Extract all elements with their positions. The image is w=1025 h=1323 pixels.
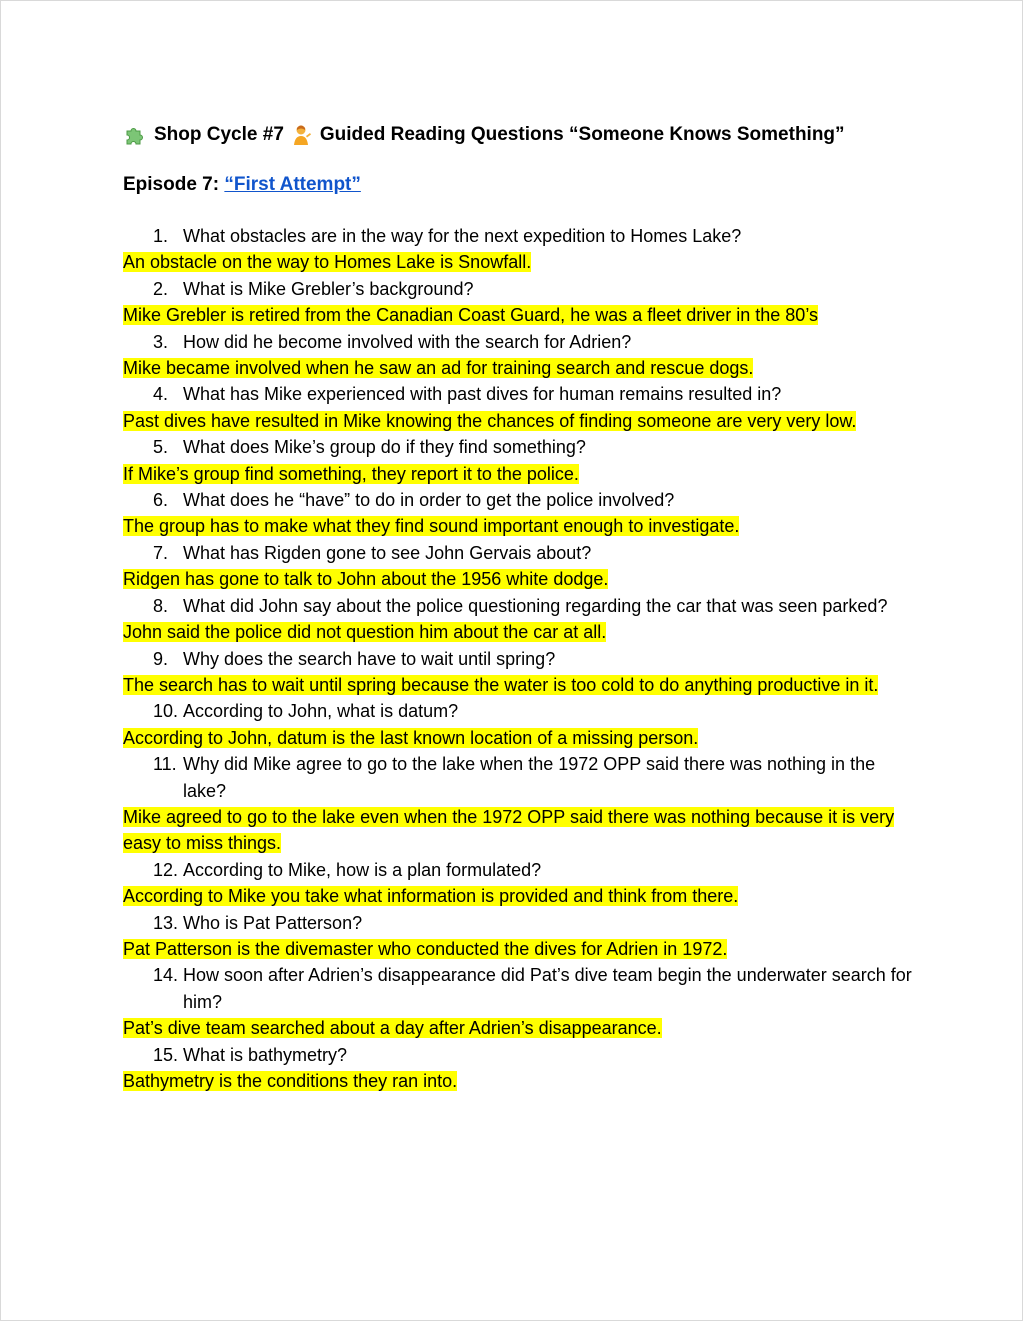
episode-link[interactable]: “First Attempt” (224, 174, 361, 195)
question-item (123, 276, 923, 302)
question-number: 14. (153, 965, 179, 986)
answer-item (123, 355, 923, 381)
answer-item (123, 1068, 923, 1094)
question-item (123, 434, 923, 460)
question-item (123, 1042, 923, 1068)
answer-highlighted-text: Mike became involved when he saw an ad for training search and rescue dogs. (123, 358, 754, 379)
question-text: Why does the search have to wait until spring? (183, 648, 556, 669)
answer-item (123, 804, 923, 857)
answer-item (123, 1015, 923, 1041)
question-number: 7. (153, 542, 169, 563)
answer-item (123, 461, 923, 487)
question-number: 15. (153, 1044, 179, 1065)
answer-highlighted-text: The group has to make what they find sound important enough to investigate. (123, 516, 740, 537)
question-number: 8. (153, 595, 169, 616)
question-item (123, 857, 923, 883)
question-text: How soon after Adrien’s disappearance did Pat’s dive team begin the underwater search for him? (183, 965, 912, 1012)
question-text: According to John, what is datum? (183, 701, 459, 722)
question-text: Why did Mike agree to go to the lake when the 1972 OPP said there was nothing in the lake? (183, 754, 876, 801)
question-item (123, 329, 923, 355)
question-number: 6. (153, 490, 169, 511)
answer-item (123, 249, 923, 275)
episode-heading (123, 171, 923, 199)
answer-item (123, 725, 923, 751)
answer-highlighted-text: According to Mike you take what information is provided and think from there. (123, 886, 739, 907)
question-item (123, 646, 923, 672)
question-number: 9. (153, 648, 169, 669)
question-text: According to Mike, how is a plan formulated? (183, 859, 542, 880)
answer-item (123, 513, 923, 539)
episode-label: Episode 7: (123, 174, 220, 195)
answer-highlighted-text: Pat Patterson is the divemaster who conducted the dives for Adrien in 1972. (123, 938, 728, 959)
answer-highlighted-text: Ridgen has gone to talk to John about the 1956 white dodge. (123, 569, 609, 590)
person-tipping-hand-icon (292, 124, 312, 146)
question-text: Who is Pat Patterson? (183, 912, 363, 933)
question-text: What did John say about the police questioning regarding the car that was seen parked? (183, 595, 888, 616)
question-item (123, 593, 923, 619)
answer-highlighted-text: An obstacle on the way to Homes Lake is Snowfall. (123, 252, 532, 273)
question-text: What is Mike Grebler’s background? (183, 278, 474, 299)
question-number: 2. (153, 278, 169, 299)
answer-highlighted-text: If Mike’s group find something, they report it to the police. (123, 463, 579, 484)
question-answer-list (123, 223, 923, 1094)
answer-highlighted-text: Bathymetry is the conditions they ran into. (123, 1071, 458, 1091)
answer-item (123, 408, 923, 434)
answer-item (123, 672, 923, 698)
answer-item (123, 883, 923, 909)
question-item (123, 962, 923, 1015)
answer-item (123, 619, 923, 645)
question-item (123, 223, 923, 249)
question-text: What is bathymetry? (183, 1044, 348, 1065)
answer-highlighted-text: Mike Grebler is retired from the Canadian Coast Guard, he was a fleet driver in the 80’s (123, 305, 818, 326)
puzzle-piece-icon (123, 124, 145, 146)
question-text: What obstacles are in the way for the next expedition to Homes Lake? (183, 226, 742, 246)
answer-highlighted-text: The search has to wait until spring because the water is too cold to do anything productive in it. (123, 674, 879, 695)
answer-item (123, 936, 923, 962)
question-number: 10. (153, 701, 179, 722)
question-item (123, 698, 923, 724)
question-number: 12. (153, 859, 179, 880)
answer-item (123, 302, 923, 328)
question-item (123, 751, 923, 804)
question-number: 11. (153, 754, 177, 775)
question-text: What has Rigden gone to see John Gervais about? (183, 542, 592, 563)
question-number: 5. (153, 437, 169, 458)
answer-highlighted-text: Pat’s dive team searched about a day after Adrien’s disappearance. (123, 1018, 662, 1039)
title-part2: Guided Reading Questions “Someone Knows Something” (319, 124, 845, 145)
question-number: 13. (153, 912, 179, 933)
question-text: What does he “have” to do in order to get the police involved? (183, 490, 675, 511)
question-number: 3. (153, 331, 169, 352)
answer-highlighted-text: According to John, datum is the last known location of a missing person. (123, 727, 699, 748)
answer-highlighted-text: Past dives have resulted in Mike knowing the chances of finding someone are very very low. (123, 410, 857, 431)
answer-highlighted-text: John said the police did not question him about the car at all. (123, 622, 607, 643)
question-text: How did he become involved with the search for Adrien? (183, 331, 632, 352)
question-item (123, 910, 923, 936)
question-item (123, 487, 923, 513)
question-item (123, 540, 923, 566)
question-text: What does Mike’s group do if they find something? (183, 437, 586, 458)
question-number: 1. (153, 226, 169, 246)
question-text: What has Mike experienced with past dives for human remains resulted in? (183, 384, 782, 405)
question-number: 4. (153, 384, 169, 405)
answer-highlighted-text: Mike agreed to go to the lake even when the 1972 OPP said there was nothing because it is very easy to miss things. (123, 806, 895, 854)
document-title (123, 119, 923, 151)
title-part1: Shop Cycle #7 (154, 124, 284, 145)
question-item (123, 381, 923, 407)
document-content (123, 119, 923, 1094)
answer-item (123, 566, 923, 592)
